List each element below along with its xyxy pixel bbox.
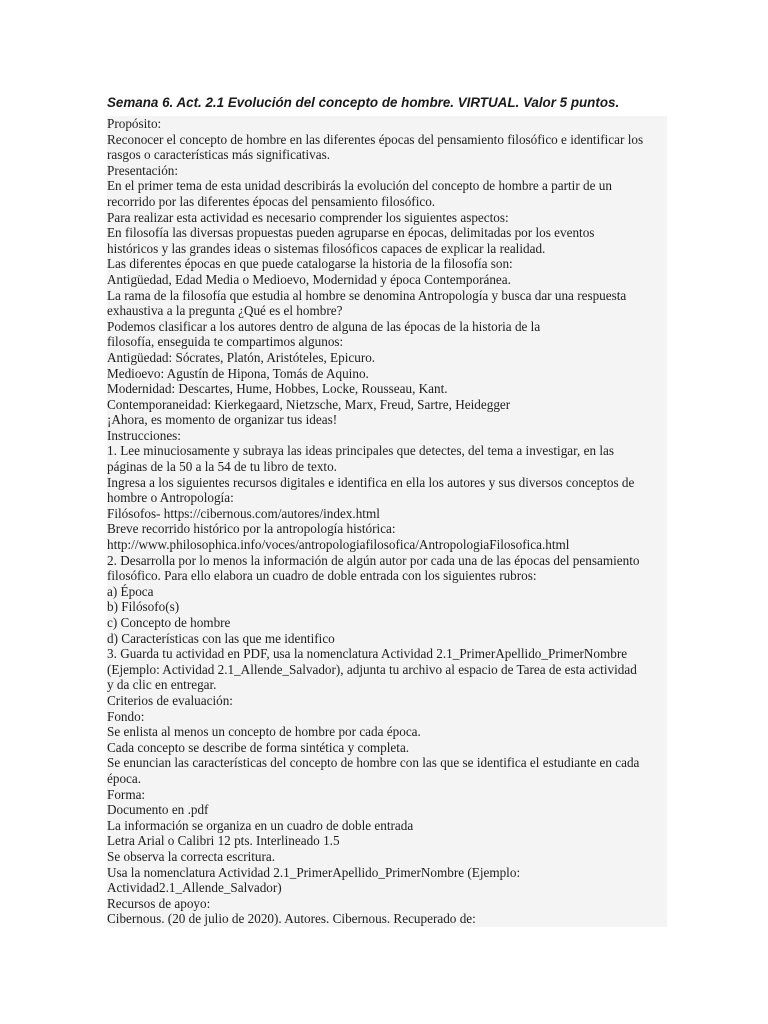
- text-line: Ingresa a los siguientes recursos digitales e identifica en ella los autores y sus diversos conceptos de: [107, 475, 667, 491]
- text-line: 3. Guarda tu actividad en PDF, usa la nomenclatura Actividad 2.1_PrimerApellido_PrimerNombre: [107, 646, 667, 662]
- text-line: Reconocer el concepto de hombre en las diferentes épocas del pensamiento filosófico e identificar los: [107, 132, 667, 148]
- text-line: En el primer tema de esta unidad describirás la evolución del concepto de hombre a partir de un: [107, 178, 667, 194]
- text-line: 2. Desarrolla por lo menos la información de algún autor por cada una de las épocas del pensamiento: [107, 553, 667, 569]
- text-line: Presentación:: [107, 163, 667, 179]
- text-line: b) Filósofo(s): [107, 599, 667, 615]
- text-line: Antigüedad: Sócrates, Platón, Aristóteles, Epicuro.: [107, 350, 667, 366]
- document-page: [107, 94, 667, 927]
- text-line: Letra Arial o Calibri 12 pts. Interlineado 1.5: [107, 833, 667, 849]
- text-line: filosofía, enseguida te compartimos algunos:: [107, 334, 667, 350]
- text-line: Filósofos- https://cibernous.com/autores/index.html: [107, 506, 667, 522]
- text-line: La información se organiza en un cuadro de doble entrada: [107, 818, 667, 834]
- text-line: En filosofía las diversas propuestas pueden agruparse en épocas, delimitadas por los eventos: [107, 225, 667, 241]
- text-line: Fondo:: [107, 709, 667, 725]
- text-line: a) Época: [107, 584, 667, 600]
- text-line: Actividad2.1_Allende_Salvador): [107, 880, 667, 896]
- document-title: Semana 6. Act. 2.1 Evolución del concepto de hombre. VIRTUAL. Valor 5 puntos.: [107, 95, 620, 110]
- text-line: rasgos o características más significativas.: [107, 147, 667, 163]
- text-line: Recursos de apoyo:: [107, 896, 667, 912]
- text-line: (Ejemplo: Actividad 2.1_Allende_Salvador), adjunta tu archivo al espacio de Tarea de esta actividad: [107, 662, 667, 678]
- text-line: Contemporaneidad: Kierkegaard, Nietzsche, Marx, Freud, Sartre, Heidegger: [107, 397, 667, 413]
- text-line: época.: [107, 771, 667, 787]
- text-line: recorrido por las diferentes épocas del pensamiento filosófico.: [107, 194, 667, 210]
- text-line: ¡Ahora, es momento de organizar tus ideas!: [107, 412, 667, 428]
- text-line: Instrucciones:: [107, 428, 667, 444]
- text-line: Medioevo: Agustín de Hipona, Tomás de Aquino.: [107, 366, 667, 382]
- text-line: y da clic en entregar.: [107, 677, 667, 693]
- text-line: páginas de la 50 a la 54 de tu libro de texto.: [107, 459, 667, 475]
- text-line: Se observa la correcta escritura.: [107, 849, 667, 865]
- text-line: Se enlista al menos un concepto de hombre por cada época.: [107, 724, 667, 740]
- text-line: Podemos clasificar a los autores dentro de alguna de las épocas de la historia de la: [107, 319, 667, 335]
- text-line: 1. Lee minuciosamente y subraya las ideas principales que detectes, del tema a investigar, en las: [107, 443, 667, 459]
- text-line: exhaustiva a la pregunta ¿Qué es el hombre?: [107, 303, 667, 319]
- text-line: La rama de la filosofía que estudia al hombre se denomina Antropología y busca dar una respuesta: [107, 288, 667, 304]
- text-line: Breve recorrido histórico por la antropología histórica:: [107, 521, 667, 537]
- text-line: Usa la nomenclatura Actividad 2.1_PrimerApellido_PrimerNombre (Ejemplo:: [107, 865, 667, 881]
- text-line: Modernidad: Descartes, Hume, Hobbes, Locke, Rousseau, Kant.: [107, 381, 667, 397]
- text-line: http://www.philosophica.info/voces/antropologiafilosofica/AntropologiaFilosofica.html: [107, 537, 667, 553]
- text-line: Cada concepto se describe de forma sintética y completa.: [107, 740, 667, 756]
- text-line: Antigüedad, Edad Media o Medioevo, Modernidad y época Contemporánea.: [107, 272, 667, 288]
- text-line: Se enuncian las características del concepto de hombre con las que se identifica el estudiante en cada: [107, 755, 667, 771]
- document-body: [107, 116, 667, 927]
- text-line: filosófico. Para ello elabora un cuadro de doble entrada con los siguientes rubros:: [107, 568, 667, 584]
- text-line: c) Concepto de hombre: [107, 615, 667, 631]
- text-line: hombre o Antropología:: [107, 490, 667, 506]
- text-line: Para realizar esta actividad es necesario comprender los siguientes aspectos:: [107, 210, 667, 226]
- text-line: Las diferentes épocas en que puede catalogarse la historia de la filosofía son:: [107, 256, 667, 272]
- text-line: d) Características con las que me identifico: [107, 631, 667, 647]
- text-line: Propósito:: [107, 116, 667, 132]
- text-line: Forma:: [107, 787, 667, 803]
- text-line: Documento en .pdf: [107, 802, 667, 818]
- text-line: Cibernous. (20 de julio de 2020). Autores. Cibernous. Recuperado de:: [107, 911, 667, 927]
- text-line: históricos y las grandes ideas o sistemas filosóficos capaces de explicar la realidad.: [107, 241, 667, 257]
- text-line: Criterios de evaluación:: [107, 693, 667, 709]
